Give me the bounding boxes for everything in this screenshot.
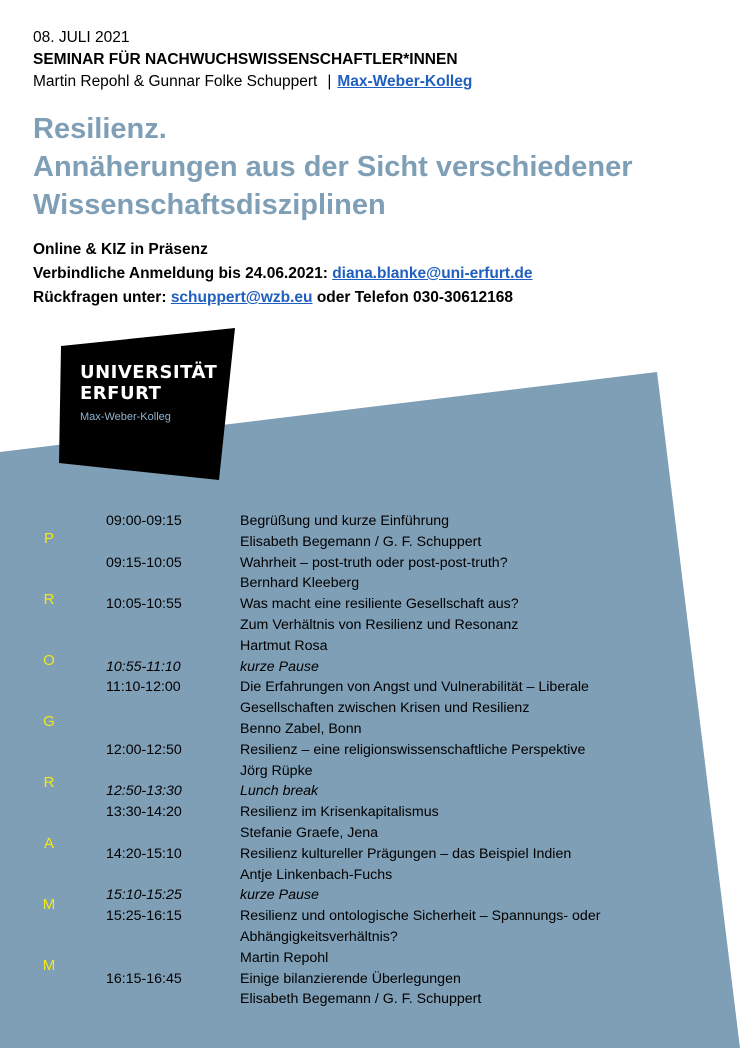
schedule-description: kurze Pause	[240, 887, 319, 904]
questions-label: Rückfragen unter:	[33, 289, 167, 306]
seminar-title: SEMINAR FÜR NACHWUCHSWISSENSCHAFTLER*INNEN	[33, 51, 458, 68]
schedule-time: 10:05-10:55	[106, 596, 182, 613]
schedule-row	[106, 719, 726, 740]
schedule-description: Zum Verhältnis von Resilienz und Resonanz	[240, 616, 519, 633]
schedule-time	[106, 761, 240, 782]
schedule-time: 10:55-11:10	[106, 658, 181, 675]
schedule-row	[106, 802, 726, 823]
title-line-1: Resilienz.	[33, 113, 167, 145]
schedule-time	[106, 948, 240, 969]
format-line: Online & KIZ in Präsenz	[33, 241, 208, 258]
logo-line-1: UNIVERSITÄT	[80, 362, 218, 383]
schedule-row	[106, 906, 726, 927]
schedule-row	[106, 927, 726, 948]
separator: |	[327, 73, 332, 90]
schedule-description: Abhängigkeitsverhältnis?	[240, 928, 398, 945]
logo-line-2: ERFURT	[80, 383, 162, 404]
schedule-row	[106, 823, 726, 844]
schedule-time	[106, 636, 240, 657]
event-date: 08. JULI 2021	[33, 29, 130, 46]
schedule-description: Was macht eine resiliente Gesellschaft aus?	[240, 596, 519, 613]
schedule-description: Begrüßung und kurze Einführung	[240, 513, 450, 529]
program-letter: P	[43, 530, 54, 547]
schedule-time	[106, 823, 240, 844]
program-letter: M	[42, 957, 56, 974]
schedule-time	[106, 698, 240, 719]
schedule-description: Resilienz im Krisenkapitalismus	[240, 804, 439, 821]
schedule-description: Stefanie Graefe, Jena	[240, 824, 379, 841]
schedule-time: 15:10-15:25	[106, 887, 182, 904]
schedule-time	[106, 927, 240, 948]
schedule-description: Lunch break	[240, 783, 319, 800]
schedule-description: Bernhard Kleeberg	[240, 575, 360, 592]
schedule-description: Resilienz und ontologische Sicherheit – Spannungs- oder	[240, 908, 601, 925]
schedule-row	[106, 698, 726, 719]
schedule	[106, 511, 726, 1010]
program-letter: R	[43, 591, 55, 608]
program-letter: A	[43, 835, 54, 852]
schedule-time	[106, 989, 240, 1010]
title-line-3: Wissenschaftsdisziplinen	[33, 189, 386, 221]
schedule-time	[106, 532, 240, 553]
schedule-description: Hartmut Rosa	[240, 637, 328, 654]
schedule-row-break	[106, 657, 726, 678]
registration-label: Verbindliche Anmeldung bis 24.06.2021:	[33, 265, 328, 282]
schedule-description: Wahrheit – post-truth oder post-post-truth?	[240, 554, 508, 571]
schedule-row	[106, 677, 726, 698]
schedule-time	[106, 865, 240, 886]
schedule-time: 09:15-10:05	[106, 554, 182, 571]
schedule-row	[106, 844, 726, 865]
schedule-row-break	[106, 781, 726, 802]
schedule-description: Resilienz – eine religionswissenschaftliche Perspektive	[240, 741, 586, 758]
schedule-time: 12:50-13:30	[106, 783, 182, 800]
registration-email-link[interactable]: diana.blanke@uni-erfurt.de	[332, 265, 533, 282]
schedule-time: 12:00-12:50	[106, 741, 182, 758]
schedule-row	[106, 615, 726, 636]
schedule-description: Antje Linkenbach-Fuchs	[240, 866, 393, 883]
schedule-row	[106, 573, 726, 594]
schedule-description: Benno Zabel, Bonn	[240, 720, 362, 737]
schedule-time: 14:20-15:10	[106, 845, 182, 862]
schedule-description: Jörg Rüpke	[240, 762, 313, 779]
schedule-row	[106, 532, 726, 553]
schedule-row	[106, 761, 726, 782]
schedule-time	[106, 615, 240, 636]
institute-link[interactable]: Max-Weber-Kolleg	[337, 73, 473, 90]
schedule-row	[106, 594, 726, 615]
logo-line-3: Max-Weber-Kolleg	[80, 411, 171, 423]
schedule-description: Einige bilanzierende Überlegungen	[240, 970, 461, 987]
title-line-2: Annäherungen aus der Sicht verschiedener	[33, 151, 633, 183]
questions-email-link[interactable]: schuppert@wzb.eu	[170, 289, 313, 306]
schedule-description: Die Erfahrungen von Angst und Vulnerabilität – Liberale	[240, 679, 589, 696]
schedule-row	[106, 553, 726, 574]
schedule-row	[106, 740, 726, 761]
schedule-time	[106, 719, 240, 740]
program-letter: O	[43, 652, 55, 669]
schedule-row	[106, 511, 726, 532]
schedule-description: Gesellschaften zwischen Krisen und Resilienz	[240, 700, 530, 717]
schedule-time: 15:25-16:15	[106, 908, 182, 925]
program-letter: R	[43, 774, 55, 791]
schedule-description: Martin Repohl	[240, 949, 329, 966]
schedule-time: 16:15-16:45	[106, 970, 182, 987]
schedule-row	[106, 969, 726, 990]
schedule-description: Elisabeth Begemann / G. F. Schuppert	[240, 991, 482, 1008]
schedule-row	[106, 636, 726, 657]
schedule-time: 09:00-09:15	[106, 513, 182, 529]
program-letter: G	[43, 713, 55, 730]
schedule-row	[106, 865, 726, 886]
schedule-description: kurze Pause	[240, 658, 319, 675]
schedule-row	[106, 989, 726, 1010]
schedule-row-break	[106, 885, 726, 906]
schedule-description: Elisabeth Begemann / G. F. Schuppert	[240, 533, 482, 550]
program-letter: M	[42, 896, 56, 913]
university-logo	[80, 362, 217, 426]
schedule-time: 13:30-14:20	[106, 804, 182, 821]
schedule-description: Resilienz kultureller Prägungen – das Beispiel Indien	[240, 845, 572, 862]
phone-text: oder Telefon 030-30612168	[316, 289, 513, 306]
schedule-time	[106, 573, 240, 594]
schedule-row	[106, 948, 726, 969]
schedule-time: 11:10-12:00	[106, 679, 181, 696]
organizers: Martin Repohl & Gunnar Folke Schuppert	[33, 73, 318, 90]
